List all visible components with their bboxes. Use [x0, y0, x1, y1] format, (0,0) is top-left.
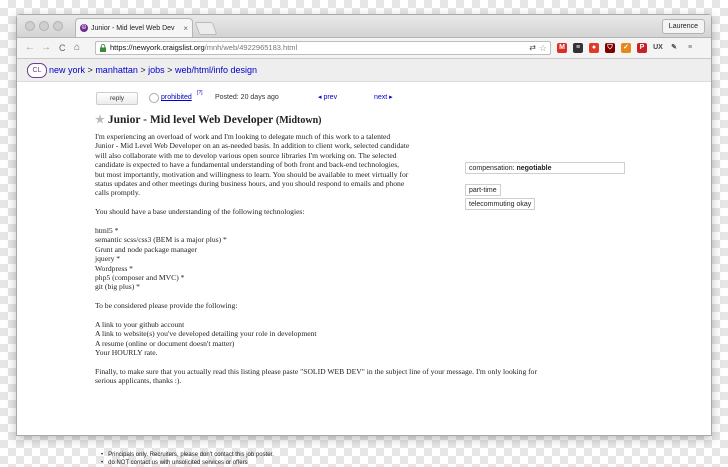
requirement-item: Your HOURLY rate. — [95, 348, 158, 358]
notice-item: • Principals only. Recruiters, please don't contact this job poster. — [101, 451, 274, 459]
posting-paragraph-apply: To be considered please provide the following: — [95, 301, 238, 311]
tech-list-item: php5 (composer and MVC) * — [95, 273, 185, 283]
ux-icon[interactable]: UX — [653, 44, 663, 51]
reload-icon[interactable]: C — [59, 43, 66, 53]
tech-list-item: Grunt and node package manager — [95, 244, 198, 254]
evernote-icon[interactable]: ✎ — [671, 44, 677, 51]
tech-list-item: git (big plus) * — [95, 282, 140, 292]
menu-icon[interactable]: ≡ — [687, 44, 693, 51]
tab-title: Junior - Mid level Web Dev — [91, 24, 175, 32]
breadcrumb-separator: > — [140, 65, 146, 75]
address-bar[interactable] — [95, 41, 551, 55]
compensation-value: negotiable — [516, 165, 552, 172]
telecommute-attribute: telecommuting okay — [465, 198, 535, 210]
breadcrumb-category-link[interactable]: jobs — [148, 65, 165, 75]
flag-help-link[interactable]: [?] — [197, 90, 203, 96]
favorite-star-icon[interactable]: ★ — [95, 114, 105, 126]
posting-paragraph-closing — [95, 367, 555, 386]
breadcrumb-subcategory-link[interactable]: web/html/info design — [174, 65, 257, 75]
breadcrumb-separator: > — [167, 65, 173, 75]
tech-list-item: jquery * — [95, 254, 121, 264]
url-path: /mnh/web/4922965183.html — [204, 43, 298, 52]
reply-button[interactable]: reply — [96, 92, 138, 105]
buffer-icon[interactable]: ≡ — [573, 43, 583, 53]
posting-text-line: Junior - Mid Level Web Developer on an as-needed basis. In addition to client work, selected candidate — [95, 141, 410, 151]
posting-text-line: calls promptly. — [95, 188, 141, 198]
flag-prohibited-checkbox[interactable] — [149, 93, 159, 103]
profile-button[interactable]: Laurence — [662, 19, 705, 34]
notices-list — [101, 451, 274, 467]
next-posting-link[interactable]: next ▸ — [374, 94, 393, 101]
prev-posting-link[interactable]: ◂ prev — [318, 94, 338, 101]
tech-list-item: html5 * — [95, 226, 119, 236]
ublock-icon[interactable]: ⛉ — [605, 43, 615, 53]
posting-text-line: but most importantly, motivation and willingness to learn. You should be available to meet virtually for — [95, 169, 409, 179]
close-window-button[interactable] — [25, 21, 35, 31]
tech-list — [95, 226, 455, 292]
breadcrumb-area-link[interactable]: manhattan — [95, 65, 138, 75]
tech-list-item: Wordpress * — [95, 263, 133, 273]
prohibited-flag-link[interactable]: prohibited — [161, 94, 192, 101]
adblock-icon[interactable]: ● — [589, 43, 599, 53]
posting-location: (Midtown) — [275, 115, 322, 126]
posting-title-text: Junior - Mid level Web Developer — [107, 114, 274, 126]
close-tab-icon[interactable]: × — [183, 23, 188, 33]
breadcrumb — [17, 59, 711, 82]
extension-icon[interactable]: ✓ — [621, 43, 631, 53]
url-host: https://newyork.craigslist.org — [110, 43, 205, 52]
pinterest-icon[interactable]: P — [637, 43, 647, 53]
posting-paragraph-intro — [95, 132, 455, 198]
browser-toolbar — [17, 38, 711, 59]
browser-window — [16, 14, 712, 466]
notice-item: • do NOT contact us with unsolicited services or offers — [101, 459, 274, 467]
zoom-window-button[interactable] — [53, 21, 63, 31]
back-arrow-icon[interactable]: ← — [25, 42, 35, 53]
title-bar — [17, 15, 711, 38]
lock-icon — [100, 44, 106, 52]
breadcrumb-city-link[interactable]: new york — [49, 65, 86, 75]
posting-text-line: Finally, to make sure that you actually read this listing please paste "SOLID WEB DEV" in the subject line of your message. I'm only looking for — [95, 367, 538, 377]
translate-icon[interactable]: ⇄ — [529, 43, 536, 52]
forward-arrow-icon[interactable]: → — [41, 42, 51, 53]
new-tab-button[interactable] — [195, 22, 218, 35]
gmail-icon[interactable]: M — [557, 43, 567, 53]
compensation-label: compensation: — [469, 165, 515, 172]
posting-text-line: I'm experiencing an overload of work and I'm looking to delegate much of this work to a talented — [95, 132, 391, 141]
requirement-item: A link to your github account — [95, 320, 185, 330]
compensation-attribute — [465, 162, 625, 174]
posting-text-line: status updates and other meetings during business hours, and you should respond to emails and phone — [95, 179, 405, 189]
requirement-item: A link to website(s) you've developed detailing your role in development — [95, 329, 317, 339]
requirement-item: A resume (online or document doesn't matter) — [95, 338, 235, 348]
tab-craigslist-posting[interactable] — [75, 18, 193, 37]
posting-action-bar — [17, 92, 711, 104]
tech-list-item: semantic scss/css3 (BEM is a major plus) * — [95, 235, 227, 245]
peace-icon: ☮ — [81, 25, 87, 31]
posting-text-line: candidate is expected to have a fundamental understanding of both front and back-end technologies, — [95, 160, 400, 170]
craigslist-logo[interactable]: CL — [27, 63, 47, 78]
posting-title — [95, 113, 321, 126]
posting-text-line: will also collaborate with me to develop various open source libraries I'm working on. The selected — [95, 150, 397, 160]
page-content — [17, 59, 711, 466]
home-icon[interactable]: ⌂ — [74, 42, 81, 53]
posted-date: Posted: 20 days ago — [215, 94, 279, 101]
posting-text-line: serious applicants, thanks :). — [95, 376, 182, 386]
posting-paragraph-tech-intro: You should have a base understanding of the following technologies: — [95, 207, 305, 217]
bookmark-star-icon[interactable]: ☆ — [538, 43, 547, 53]
employment-type-attribute: part-time — [465, 184, 501, 196]
minimize-window-button[interactable] — [39, 21, 49, 31]
requirements-list — [95, 320, 455, 358]
breadcrumb-separator: > — [87, 65, 93, 75]
